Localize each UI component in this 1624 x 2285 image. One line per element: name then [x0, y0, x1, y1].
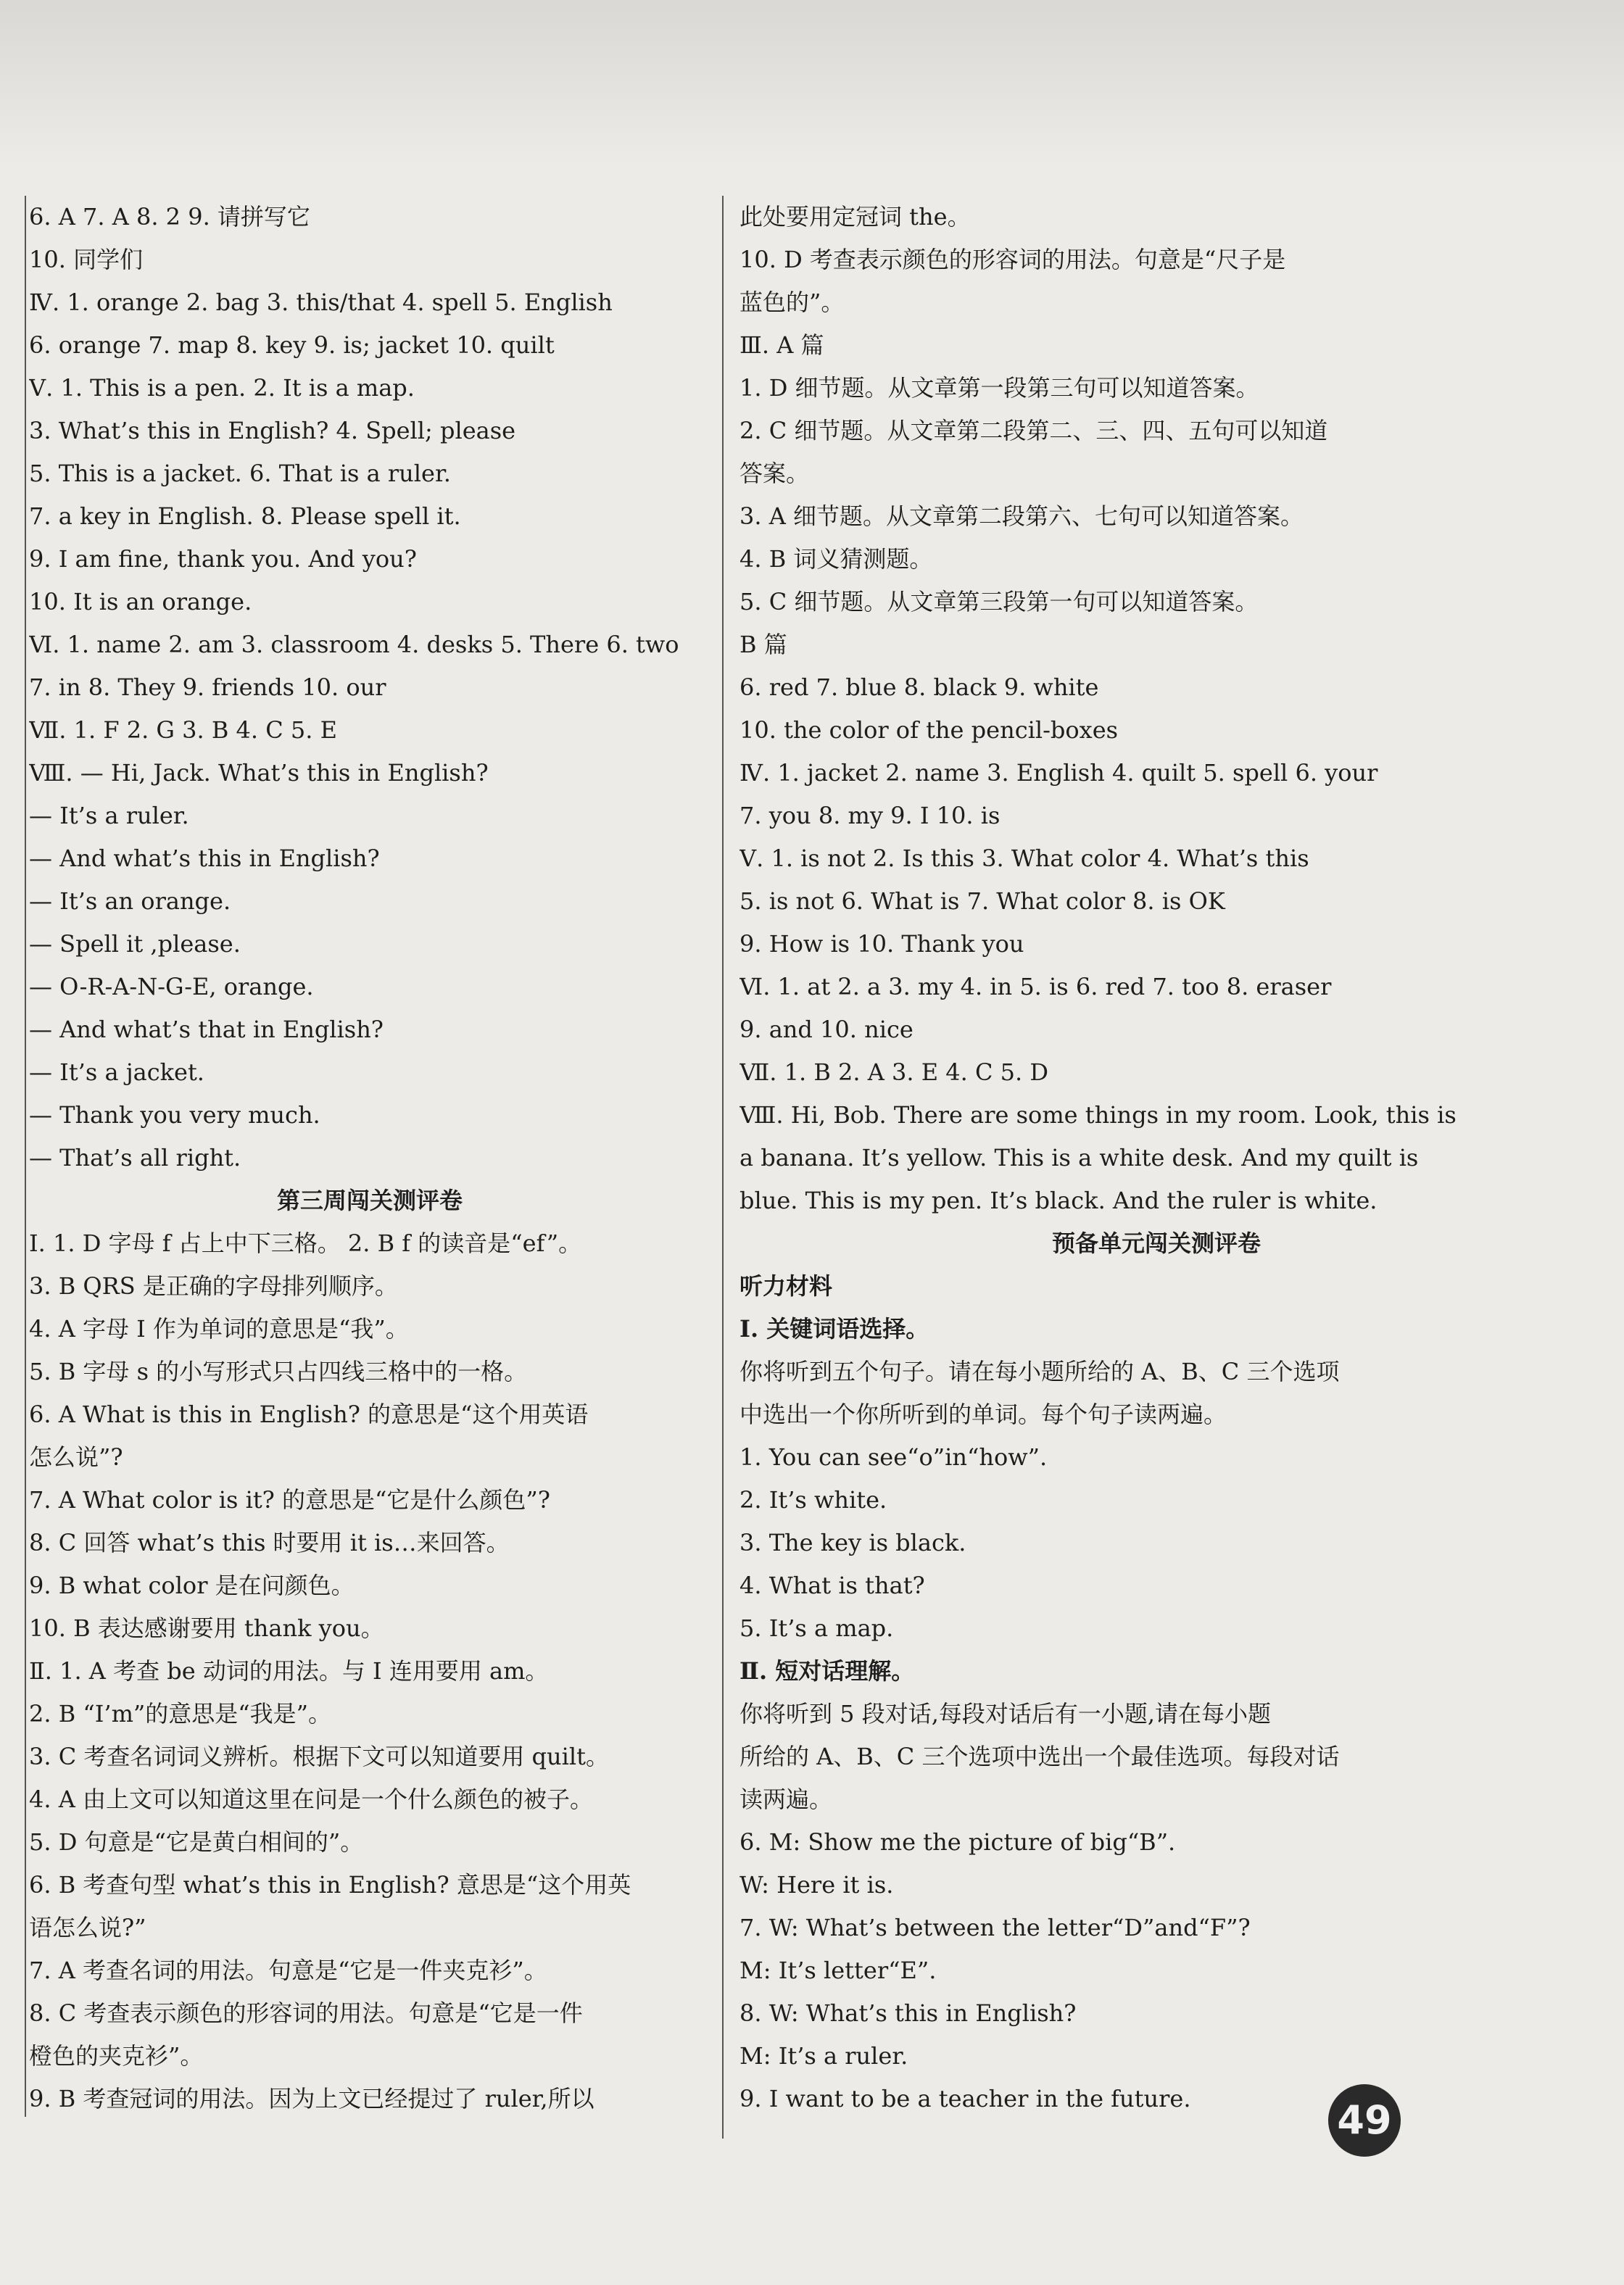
answer-line: 6. M: Show me the picture of big“B”. — [740, 1828, 1176, 1856]
answer-line: 5. It’s a map. — [740, 1614, 894, 1642]
answer-line: 2. It’s white. — [740, 1486, 887, 1514]
answer-line: 7. W: What’s between the letter“D”and“F”? — [740, 1914, 1251, 1941]
answer-line: 7. a key in English. 8. Please spell it. — [29, 502, 461, 530]
answer-line: 10. 同学们 — [29, 246, 144, 273]
answer-line: — And what’s that in English? — [29, 1016, 384, 1043]
left-column — [29, 196, 710, 2120]
answer-line: 听力材料 — [740, 1272, 833, 1300]
answer-line: 5. This is a jacket. 6. That is a ruler. — [29, 460, 451, 487]
answer-line: 6. A 7. A 8. 2 9. 请拼写它 — [29, 203, 310, 231]
answer-line: Ⅷ. — Hi, Jack. What’s this in English? — [29, 759, 489, 787]
answer-line: — O-R-A-N-G-E, orange. — [29, 973, 314, 1000]
answer-line: 6. A What is this in English? 的意思是“这个用英语 — [29, 1401, 589, 1428]
answer-line: 3. A 细节题。从文章第二段第六、七句可以知道答案。 — [740, 502, 1304, 530]
answer-line: 3. C 考查名词词义辨析。根据下文可以知道要用 quilt。 — [29, 1743, 609, 1770]
answer-line: 语怎么说?” — [29, 1914, 146, 1941]
answer-line: Ⅳ. 1. jacket 2. name 3. English 4. quilt 5. spell 6. your — [740, 759, 1378, 787]
answer-line: 此处要用定冠词 the。 — [740, 203, 971, 231]
answer-line: 怎么说”? — [29, 1443, 123, 1471]
answer-line: 9. How is 10. Thank you — [740, 930, 1024, 958]
answer-line: — Thank you very much. — [29, 1101, 320, 1129]
answer-line: 7. you 8. my 9. I 10. is — [740, 802, 1000, 829]
answer-line: 5. B 字母 s 的小写形式只占四线三格中的一格。 — [29, 1358, 528, 1385]
answer-line: 5. C 细节题。从文章第三段第一句可以知道答案。 — [740, 588, 1259, 615]
answer-line: Ⅴ. 1. This is a pen. 2. It is a map. — [29, 374, 415, 402]
right-column — [740, 196, 1573, 2120]
answer-line: M: It’s a ruler. — [740, 2042, 908, 2070]
section-title: 预备单元闯关测评卷 — [1051, 1229, 1261, 1257]
answer-line: — It’s a ruler. — [29, 802, 189, 829]
column-divider — [722, 196, 724, 2139]
answer-line: 4. A 由上文可以知道这里在问是一个什么颜色的被子。 — [29, 1786, 593, 1813]
answer-line: Ⅱ. 1. A 考查 be 动词的用法。与 I 连用要用 am。 — [29, 1657, 549, 1685]
answer-line: 9. I want to be a teacher in the future. — [740, 2085, 1191, 2112]
answer-line: 8. C 回答 what’s this 时要用 it is…来回答。 — [29, 1529, 510, 1556]
answer-line: 9. and 10. nice — [740, 1016, 914, 1043]
answer-line: 4. B 词义猜测题。 — [740, 545, 933, 573]
answer-line: Ⅷ. Hi, Bob. There are some things in my room. Look, this is — [740, 1101, 1457, 1129]
answer-line: Ⅰ. 1. D 字母 f 占上中下三格。 2. B f 的读音是“ef”。 — [29, 1229, 582, 1257]
answer-line: 所给的 A、B、C 三个选项中选出一个最佳选项。每段对话 — [740, 1743, 1340, 1770]
answer-line: 9. B 考查冠词的用法。因为上文已经提过了 ruler,所以 — [29, 2085, 594, 2112]
answer-line: 5. D 句意是“它是黄白相间的”。 — [29, 1828, 364, 1856]
answer-line: 8. C 考查表示颜色的形容词的用法。句意是“它是一件 — [29, 1999, 583, 2027]
answer-line: 10. D 考查表示颜色的形容词的用法。句意是“尺子是 — [740, 246, 1286, 273]
section-title: 第三周闯关测评卷 — [276, 1187, 463, 1214]
answer-line: 3. What’s this in English? 4. Spell; please — [29, 417, 516, 444]
answer-line: 中选出一个你所听到的单词。每个句子读两遍。 — [740, 1401, 1227, 1428]
answer-line: 4. What is that? — [740, 1572, 925, 1599]
answer-line: M: It’s letter“E”. — [740, 1957, 937, 1984]
left-margin-rule — [25, 196, 26, 2117]
answer-line: 6. B 考查句型 what’s this in English? 意思是“这个用英 — [29, 1871, 631, 1899]
answer-line: 9. I am fine, thank you. And you? — [29, 545, 417, 573]
answer-line: 8. W: What’s this in English? — [740, 1999, 1077, 2027]
answer-line: — It’s a jacket. — [29, 1058, 204, 1086]
answer-line: Ⅶ. 1. F 2. G 3. B 4. C 5. E — [29, 716, 337, 744]
page-number: 49 — [1328, 2084, 1401, 2157]
answer-line: 蓝色的”。 — [740, 289, 845, 316]
answer-line: blue. This is my pen. It’s black. And the ruler is white. — [740, 1187, 1378, 1214]
answer-line: 2. B “I’m”的意思是“我是”。 — [29, 1700, 331, 1728]
answer-line: W: Here it is. — [740, 1871, 894, 1899]
answer-line: 3. B QRS 是正确的字母排列顺序。 — [29, 1272, 398, 1300]
answer-line: Ⅶ. 1. B 2. A 3. E 4. C 5. D — [740, 1058, 1048, 1086]
answer-line: 10. the color of the pencil-boxes — [740, 716, 1119, 744]
answer-line: B 篇 — [740, 631, 787, 658]
answer-line: 10. B 表达感谢要用 thank you。 — [29, 1614, 384, 1642]
answer-line: Ⅵ. 1. at 2. a 3. my 4. in 5. is 6. red 7. too 8. eraser — [740, 973, 1332, 1000]
answer-line: 1. You can see“o”in“how”. — [740, 1443, 1048, 1471]
answer-line: Ⅱ. 短对话理解。 — [740, 1657, 915, 1685]
answer-line: 7. in 8. They 9. friends 10. our — [29, 673, 386, 701]
answer-line: a banana. It’s yellow. This is a white desk. And my quilt is — [740, 1144, 1419, 1171]
answer-line: 7. A What color is it? 的意思是“它是什么颜色”? — [29, 1486, 550, 1514]
answer-line: Ⅳ. 1. orange 2. bag 3. this/that 4. spell 5. English — [29, 289, 613, 316]
answer-line: 2. C 细节题。从文章第二段第二、三、四、五句可以知道 — [740, 417, 1328, 444]
answer-line: 10. It is an orange. — [29, 588, 252, 615]
answer-line: 读两遍。 — [740, 1786, 833, 1813]
answer-line: 你将听到 5 段对话,每段对话后有一小题,请在每小题 — [740, 1700, 1272, 1728]
answer-line: Ⅲ. A 篇 — [740, 331, 824, 359]
answer-line: 9. B what color 是在问颜色。 — [29, 1572, 355, 1599]
answer-line: Ⅴ. 1. is not 2. Is this 3. What color 4. What’s this — [740, 845, 1309, 872]
answer-line: — Spell it ,please. — [29, 930, 241, 958]
answer-line: Ⅵ. 1. name 2. am 3. classroom 4. desks 5. There 6. two — [29, 631, 679, 658]
answer-line: 1. D 细节题。从文章第一段第三句可以知道答案。 — [740, 374, 1259, 402]
answer-line: 5. is not 6. What is 7. What color 8. is OK — [740, 887, 1225, 915]
answer-line: 3. The key is black. — [740, 1529, 966, 1556]
answer-line: 6. orange 7. map 8. key 9. is; jacket 10. quilt — [29, 331, 555, 359]
answer-line: 4. A 字母 I 作为单词的意思是“我”。 — [29, 1315, 409, 1343]
answer-line: 7. A 考查名词的用法。句意是“它是一件夹克衫”。 — [29, 1957, 547, 1984]
answer-line: — It’s an orange. — [29, 887, 231, 915]
answer-line: 橙色的夹克衫”。 — [29, 2042, 204, 2070]
answer-line: 6. red 7. blue 8. black 9. white — [740, 673, 1099, 701]
page-top-shading — [0, 0, 1624, 167]
answer-line: 答案。 — [740, 460, 810, 487]
answer-line: 你将听到五个句子。请在每小题所给的 A、B、C 三个选项 — [740, 1358, 1340, 1385]
answer-line: Ⅰ. 关键词语选择。 — [740, 1315, 929, 1343]
answer-line: — And what’s this in English? — [29, 845, 380, 872]
answer-line: — That’s all right. — [29, 1144, 241, 1171]
